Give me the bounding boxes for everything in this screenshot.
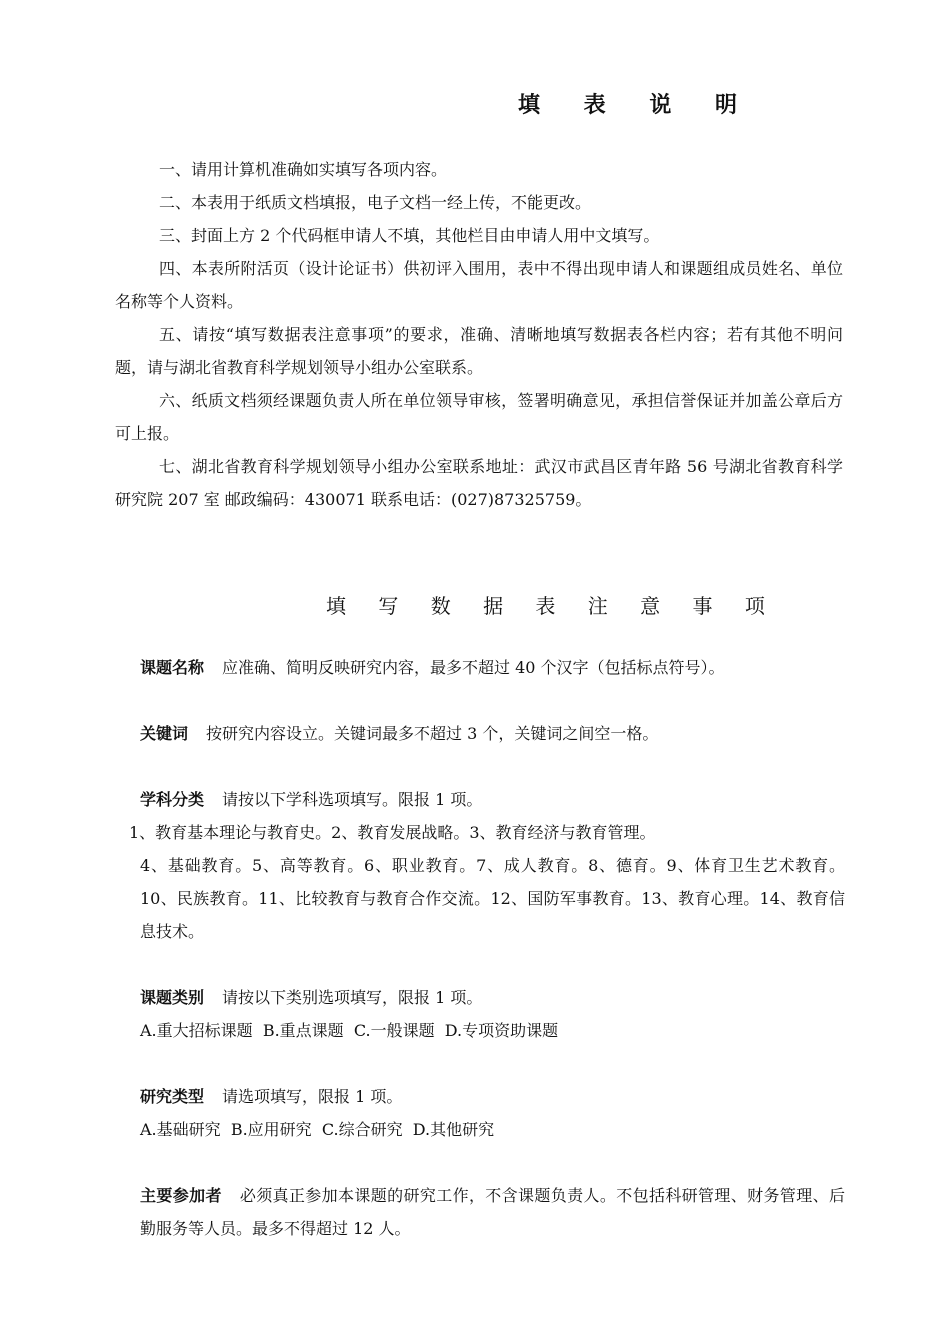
topic-name-text: 应准确、简明反映研究内容，最多不超过 40 个汉字（包括标点符号）。	[222, 658, 725, 677]
keywords-row	[140, 717, 658, 750]
instruction-item-2: 二、本表用于纸质文档填报，电子文档一经上传，不能更改。	[159, 193, 592, 212]
participants-row	[140, 1179, 845, 1245]
participants-text: 必须真正参加本课题的研究工作，不含课题负责人。不包括科研管理、财务管理、后勤服务等人员。最多不得超过 12 人。	[140, 1186, 845, 1238]
participants-label: 主要参加者	[140, 1186, 222, 1205]
instruction-item-5: 五、请按“填写数据表注意事项”的要求，准确、清晰地填写数据表各栏内容；若有其他不明问题，请与湖北省教育科学规划领导小组办公室联系。	[115, 325, 843, 377]
research-type-text: 请选项填写，限报 1 项。	[222, 1087, 403, 1106]
category-options: A.重大招标课题 B.重点课题 C.一般课题 D.专项资助课题	[140, 1021, 559, 1040]
instruction-item-7: 七、湖北省教育科学规划领导小组办公室联系地址：武汉市武昌区青年路 56 号湖北省教育科学研究院 207 室 邮政编码：430071 联系电话：(027)87325759。	[115, 457, 843, 509]
instruction-item-6: 六、纸质文档须经课题负责人所在单位领导审核，签署明确意见，承担信誉保证并加盖公章后方可上报。	[115, 391, 843, 443]
category-label: 课题类别	[140, 988, 205, 1007]
instruction-item-1: 一、请用计算机准确如实填写各项内容。	[159, 160, 448, 179]
subject-row	[140, 783, 482, 816]
subject-label: 学科分类	[140, 790, 205, 809]
instructions-title: 填 表 说 明	[518, 93, 755, 118]
subject-text: 请按以下学科选项填写。限报 1 项。	[222, 790, 483, 809]
research-type-options: A.基础研究 B.应用研究 C.综合研究 D.其他研究	[140, 1120, 495, 1139]
instruction-item-3: 三、封面上方 2 个代码框申请人不填，其他栏目由申请人用中文填写。	[159, 226, 660, 245]
topic-name-label: 课题名称	[140, 658, 205, 677]
topic-name-row	[140, 651, 725, 684]
keywords-label: 关键词	[140, 724, 189, 743]
category-text: 请按以下类别选项填写，限报 1 项。	[222, 988, 483, 1007]
category-row	[140, 981, 482, 1014]
instruction-item-4: 四、本表所附活页（设计论证书）供初评入围用，表中不得出现申请人和课题组成员姓名、单位名称等个人资料。	[115, 259, 843, 311]
keywords-text: 按研究内容设立。关键词最多不超过 3 个，关键词之间空一格。	[206, 724, 659, 743]
subject-options-line-1: 1、教育基本理论与教育史。2、教育发展战略。3、教育经济与教育管理。	[129, 823, 656, 842]
research-type-label: 研究类型	[140, 1087, 205, 1106]
research-type-row	[140, 1080, 402, 1113]
subject-options-rest: 4、基础教育。5、高等教育。6、职业教育。7、成人教育。8、德育。9、体育卫生艺术教育。10、民族教育。11、比较教育与教育合作交流。12、国防军事教育。13、教育心理。14、教育信息技术。	[140, 856, 845, 941]
notes-title: 填 写 数 据 表 注 意 事 项	[326, 594, 778, 618]
